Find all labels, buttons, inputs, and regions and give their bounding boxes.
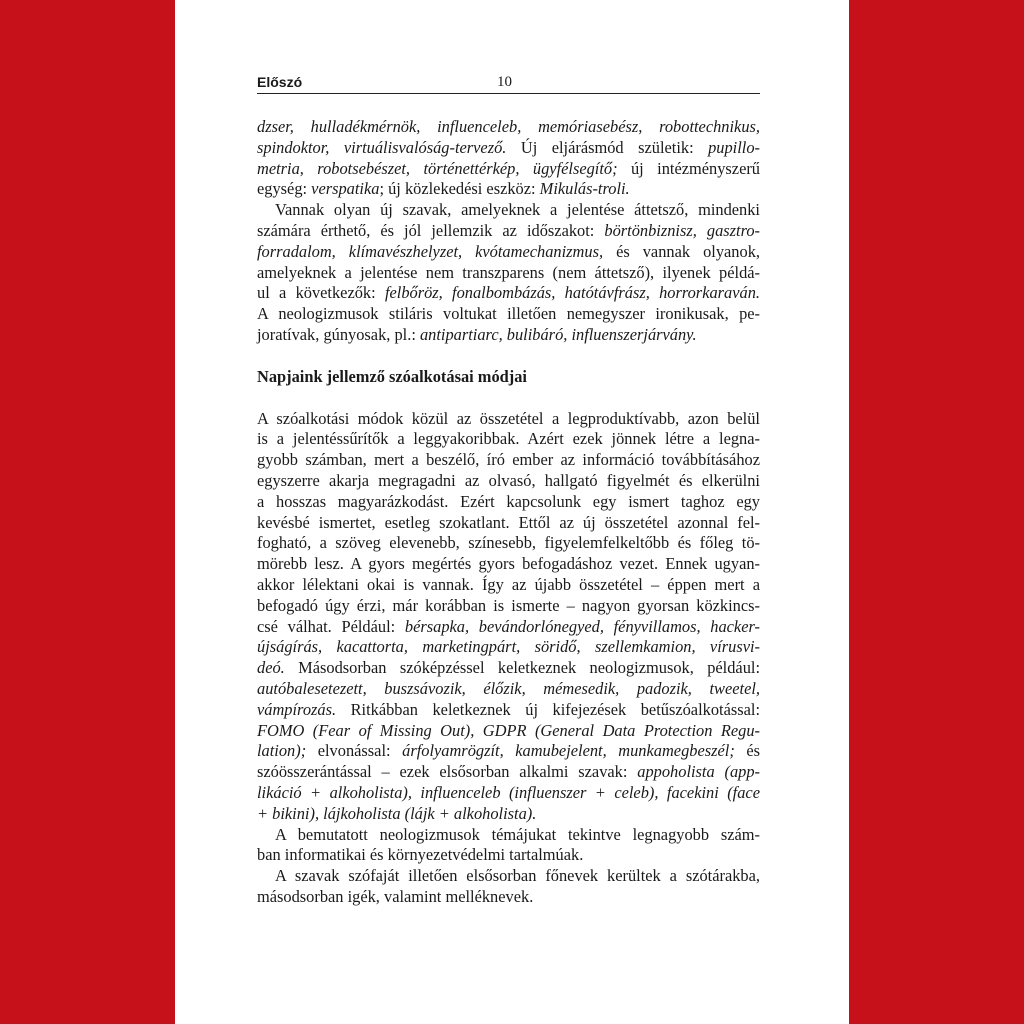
text-run: szóösszerántással – ezek elsősorban alkalmi szavak:	[257, 762, 638, 782]
italic-example-text: + bikini), lájkoholista (lájk + alkoholista).	[257, 803, 537, 823]
text-run: befogadó úgy érzi, már korábban is ismerte – nagyon gyorsan közkincs-	[257, 595, 760, 615]
text-line	[257, 658, 760, 679]
paragraph-topics	[257, 825, 760, 867]
text-run: gyobb számban, mert a beszélő, író ember az információ továbbításához	[257, 450, 760, 470]
italic-example-text: vámpírozás.	[257, 699, 337, 719]
text-run: A neologizmusok stiláris voltukat illetően nemegyszer ironikusak, pe-	[257, 304, 760, 324]
italic-example-text: FOMO (Fear of Missing Out), GDPR (General Data Protection Regu-	[257, 720, 760, 740]
italic-example-text: deó.	[257, 658, 285, 678]
text-run: ul a következők:	[257, 283, 385, 303]
text-line	[257, 804, 760, 825]
text-line	[257, 762, 760, 783]
text-run: kevésbé ismertet, esetleg szokatlant. Ettől az új összetétel azonnal fel-	[257, 512, 760, 532]
text-run: csé válhat. Például:	[257, 616, 405, 636]
text-line	[257, 679, 760, 700]
text-line	[257, 783, 760, 804]
text-run: fogható, a szöveg elevenebb, színesebb, figyelemfelkeltőbb és főleg tö-	[257, 533, 760, 553]
text-line	[257, 637, 760, 658]
italic-example-text: antipartiarc, bulibáró, influenszerjárvány.	[419, 324, 697, 344]
text-run: is a jelentéssűrítők a leggyakoribbak. Azért ezek jönnek létre a legna-	[257, 429, 760, 449]
text-line	[257, 221, 760, 242]
text-line	[257, 117, 760, 138]
text-run: A szavak szófaját illetően elsősorban főnevek kerültek a szótárakba,	[275, 866, 760, 886]
text-line	[257, 700, 760, 721]
text-run: új intézményszerű	[617, 158, 761, 178]
italic-example-text: lation);	[257, 741, 307, 761]
text-line	[257, 492, 760, 513]
italic-example-text: dzser, hulladékmérnök, influenceleb, memóriasebész, robottechnikus,	[257, 117, 760, 136]
text-line	[257, 513, 760, 534]
italic-example-text: börtönbiznisz, gasztro-	[604, 220, 760, 240]
body-text	[257, 117, 760, 908]
text-run: A bemutatott neologizmusok témájukat tekintve legnagyobb szám-	[275, 824, 760, 844]
text-line	[257, 450, 760, 471]
text-line	[257, 533, 760, 554]
spacer	[257, 346, 760, 367]
book-page	[175, 0, 849, 1024]
italic-example-text: felbőröz, fonalbombázás, hatótávfrász, horrorkaraván.	[384, 283, 760, 303]
text-run: ; új közlekedési eszköz:	[379, 179, 540, 199]
paragraph-continuation	[257, 117, 760, 200]
text-line	[257, 887, 760, 908]
text-run: joratívak, gúnyosak, pl.:	[257, 324, 420, 344]
paragraph-new-words	[257, 200, 760, 346]
text-line	[257, 596, 760, 617]
text-line	[257, 200, 760, 221]
text-line	[257, 617, 760, 638]
text-run: Másodsorban szóképzéssel keletkeznek neologizmusok, például:	[284, 658, 760, 678]
running-header	[257, 74, 760, 94]
text-run: elvonással:	[306, 741, 403, 761]
text-run: egység:	[257, 179, 312, 199]
text-line	[257, 825, 760, 846]
text-run: a hosszas magyarázkodást. Ezért kapcsolunk egy ismert taghoz egy	[257, 491, 760, 511]
italic-example-text: metria, robotsebészet, történettérkép, ügyfélsegítő;	[257, 158, 618, 178]
text-run: számára érthető, és jól jellemzik az időszakot:	[257, 220, 605, 240]
text-run: Új eljárásmód születik:	[506, 137, 709, 157]
text-run: amelyeknek a jelentése nem transzparens (nem áttetsző), ilyenek példá-	[257, 262, 760, 282]
italic-example-text: forradalom, klímavészhelyzet, kvótamechanizmus,	[257, 241, 604, 261]
text-line	[257, 283, 760, 304]
text-line	[257, 741, 760, 762]
italic-example-text: autóbalesetezett, buszsávozik, élőzik, mémesedik, padozik, tweetel,	[257, 678, 760, 698]
text-line	[257, 845, 760, 866]
text-run: A szóalkotási módok közül az összetétel a legproduktívabb, azon belül	[257, 408, 760, 428]
text-run: mörebb lesz. A gyors megértés gyors befogadáshoz vezet. Ennek ugyan-	[257, 554, 760, 574]
text-line	[257, 554, 760, 575]
italic-example-text: verspatika	[311, 179, 380, 199]
text-run: ban informatikai és környezetvédelmi tartalmúak.	[257, 845, 584, 865]
text-run: akkor lélektani okai is vannak. Így az újabb összetétel – éppen mert a	[257, 574, 760, 594]
section-heading: Napjaink jellemző szóalkotásai módjai	[257, 366, 527, 386]
text-run: és vannak olyanok,	[603, 241, 760, 261]
text-line	[257, 159, 760, 180]
paragraph-parts-of-speech	[257, 866, 760, 908]
text-line	[257, 138, 760, 159]
text-line	[257, 325, 760, 346]
text-line	[257, 429, 760, 450]
text-line	[257, 263, 760, 284]
text-line	[257, 242, 760, 263]
spacer	[257, 388, 760, 409]
text-line	[257, 721, 760, 742]
text-line	[257, 179, 760, 200]
text-line	[257, 471, 760, 492]
italic-example-text: likáció + alkoholista), influenceleb (influenszer + celeb), facekini (face	[257, 782, 760, 802]
italic-example-text: újságírás, kacattorta, marketingpárt, söridő, szellemkamion, vírusvi-	[257, 637, 760, 657]
text-line	[257, 866, 760, 887]
paragraph-word-formation	[257, 409, 760, 825]
text-run: Vannak olyan új szavak, amelyeknek a jelentése áttetsző, mindenki	[275, 200, 760, 220]
text-line	[257, 575, 760, 596]
italic-example-text: pupillo-	[708, 137, 760, 157]
page-number: 10	[497, 74, 512, 90]
italic-example-text: bérsapka, bevándorlónegyed, fényvillamos, hacker-	[404, 616, 760, 636]
text-line	[257, 304, 760, 325]
italic-example-text: Mikulás-troli.	[539, 179, 630, 199]
text-run: egyszerre akarja megragadni az olvasó, hallgató figyelmét és elkerülni	[257, 470, 760, 490]
italic-example-text: spindoktor, virtuálisvalóság-tervező.	[257, 137, 507, 157]
italic-example-text: árfolyamrögzít, kamubejelent, munkamegbeszél;	[402, 741, 735, 761]
text-run: és	[734, 741, 760, 761]
text-run: Ritkábban keletkeznek új kifejezések betűszóalkotással:	[336, 699, 760, 719]
text-run: másodsorban igék, valamint melléknevek.	[257, 886, 534, 906]
italic-example-text: appoholista (app-	[637, 762, 760, 782]
text-line	[257, 409, 760, 430]
section-title: Előszó	[257, 74, 303, 90]
